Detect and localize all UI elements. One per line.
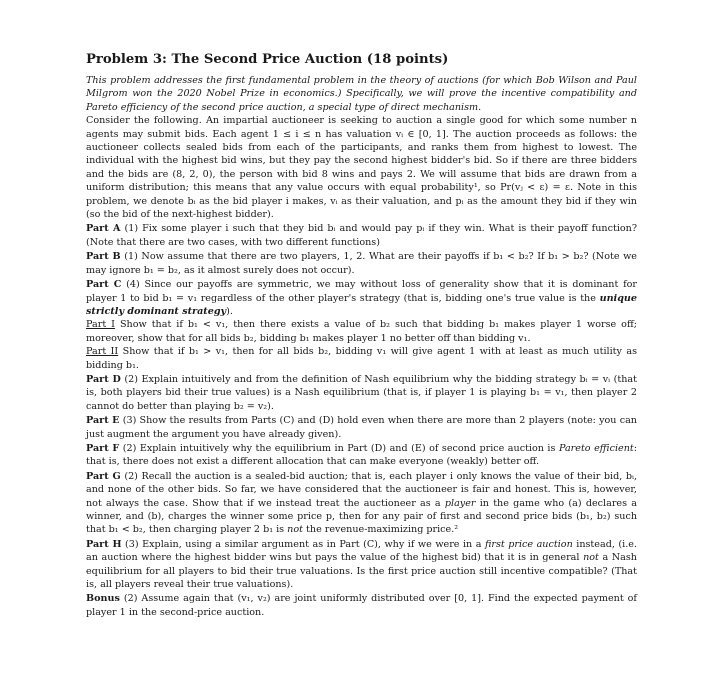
part-d-text: (2) Explain intuitively and from the definition of Nash equilibrium why the bidding strategy bᵢ = vᵢ (that is, both players bid their true values) is a Nash equilibrium (that is, if player 1 is playing b₁ = v₁, then player 2 cannot do better than playing b₂ = v₂). [86, 373, 637, 412]
part-e-label: Part E [86, 415, 120, 427]
part-d [86, 373, 637, 413]
problem-abstract: This problem addresses the first fundamental problem in the theory of auctions (for which Bob Wilson and Paul Milgrom won the 2020 Nobel Prize in economics.) Specifically, we will prove the incentive compatibility and Pareto efficiency of the second price auction, a special type of direct mechanism. [86, 75, 637, 113]
part-h-text3: a Nash equilibrium for all players to bid their true valuations. Is the first price auction still incentive compatible? (That is, all players reveal their true valuations). [86, 552, 637, 591]
bonus-label: Bonus [86, 593, 120, 605]
part-h-term1: first price auction [484, 538, 573, 550]
part-g-label: Part G [86, 470, 121, 482]
part-b-text: (1) Now assume that there are two players, 1, 2. What are their payoffs if b₁ < b₂? If b₁ > b₂? (Note we may ignore b₁ = b₂, as it almost surely does not occur). [86, 251, 637, 276]
part-b [86, 250, 637, 277]
part-f [86, 442, 637, 469]
bonus [86, 592, 637, 619]
part-h-label: Part H [86, 538, 122, 550]
part-e-text: (3) Show the results from Parts (C) and (D) hold even when there are more than 2 players (note: you can just augment the argument you have already given). [86, 415, 637, 440]
part-a-text: (1) Fix some player i such that they bid bᵢ and would pay pᵢ if they win. What is their payoff function? (Note that there are two cases, with two different functions) [86, 223, 637, 248]
part-f-text: (2) Explain intuitively why the equilibrium in Part (D) and (E) of second price auction is [122, 442, 556, 454]
part-b-label: Part B [86, 251, 121, 263]
problem-intro: Consider the following. An impartial auctioneer is seeking to auction a single good for which some number n agents may submit bids. Each agent 1 ≤ i ≤ n has valuation vᵢ ∈ [0, 1]. The auction proceeds as follows: the auctioneer collects sealed bids from each of the participants, and ranks them from highest to lowest. The individual with the highest bid wins, but they pay the second highest bidder's bid. So if there are three bidders and the bids are (8, 2, 0), the person with bid 8 wins and pays 2. We will assume that bids are drawn from a uniform distribution; this means that any value occurs with equal probability¹, so Pr(vⱼ < ε) = ε. Note in this problem, we denote bᵢ as the bid player i makes, vᵢ as their valuation, and pᵢ as the amount they bid if they win (so the bid of the next-highest bidder). [86, 115, 637, 221]
part-h-text2: instead, (i.e. an auction where the highest bidder wins but pays the value of the highest bid) that it is in general [86, 538, 637, 564]
part-a [86, 222, 637, 249]
part-h-text: (3) Explain, using a similar argument as in Part (C), why if we were in a [125, 538, 482, 550]
part-c-sub1-label: Part I [86, 319, 115, 331]
part-f-term: Pareto efficient [558, 442, 634, 454]
part-g-text2: in the game who (a) declares a winner, and (b), charges the winner some price p, then for any pair of first and second price bids (b₁, b₂) such that b₁ < b₂, then charging player 2 b₁ is [86, 497, 637, 536]
part-g-term2: not [287, 524, 303, 536]
problem-title: Problem 3: The Second Price Auction (18 points) [86, 52, 449, 67]
part-c-label: Part C [86, 279, 122, 291]
part-g [86, 470, 637, 537]
document-page [86, 52, 637, 619]
part-h [86, 538, 637, 592]
part-d-label: Part D [86, 373, 121, 385]
part-c [86, 278, 637, 318]
part-c-sub2-label: Part II [86, 346, 119, 358]
part-g-term1: player [444, 497, 476, 509]
part-c-sub2-text: Show that if b₁ > v₁, then for all bids b₂, bidding v₁ will give agent 1 with at least as much utility as bidding b₁. [86, 346, 637, 371]
part-f-label: Part F [86, 442, 120, 454]
part-g-text3: the revenue-maximizing price.² [306, 524, 459, 536]
part-c-text: (4) Since our payoffs are symmetric, we may without loss of generality show that it is dominant for player 1 to bid b₁ = v₁ regardless of the other player's strategy (that is, bidding one's true value is the [86, 279, 637, 304]
part-c-sub2 [86, 345, 637, 372]
part-a-label: Part A [86, 223, 121, 235]
part-c-tail: ). [226, 305, 233, 317]
part-g-text: (2) Recall the auction is a sealed-bid auction; that is, each player i only knows the value of their bid, bᵢ, and none of the other bids. So far, we have considered that the auctioneer is fair and honest. This is, however, not always the case. Show that if we instead treat the auctioneer as a [86, 470, 637, 509]
part-c-term: unique strictly dominant strategy [86, 292, 637, 317]
part-c-sub1-text: Show that if b₁ < v₁, then there exists a value of b₂ such that bidding b₁ makes player 1 worse off; moreover, show that for all bids b₂, bidding b₁ makes player 1 no better off than bidding v₁. [86, 319, 637, 344]
part-e [86, 414, 637, 441]
bonus-text: (2) Assume again that (v₁, v₂) are joint uniformly distributed over [0, 1]. Find the expected payment of player 1 in the second-price auction. [86, 593, 637, 618]
part-f-text2: : that is, there does not exist a different allocation that can make everyone (weakly) better off. [86, 442, 637, 468]
part-c-sub1 [86, 318, 637, 345]
part-h-term2: not [583, 552, 599, 564]
